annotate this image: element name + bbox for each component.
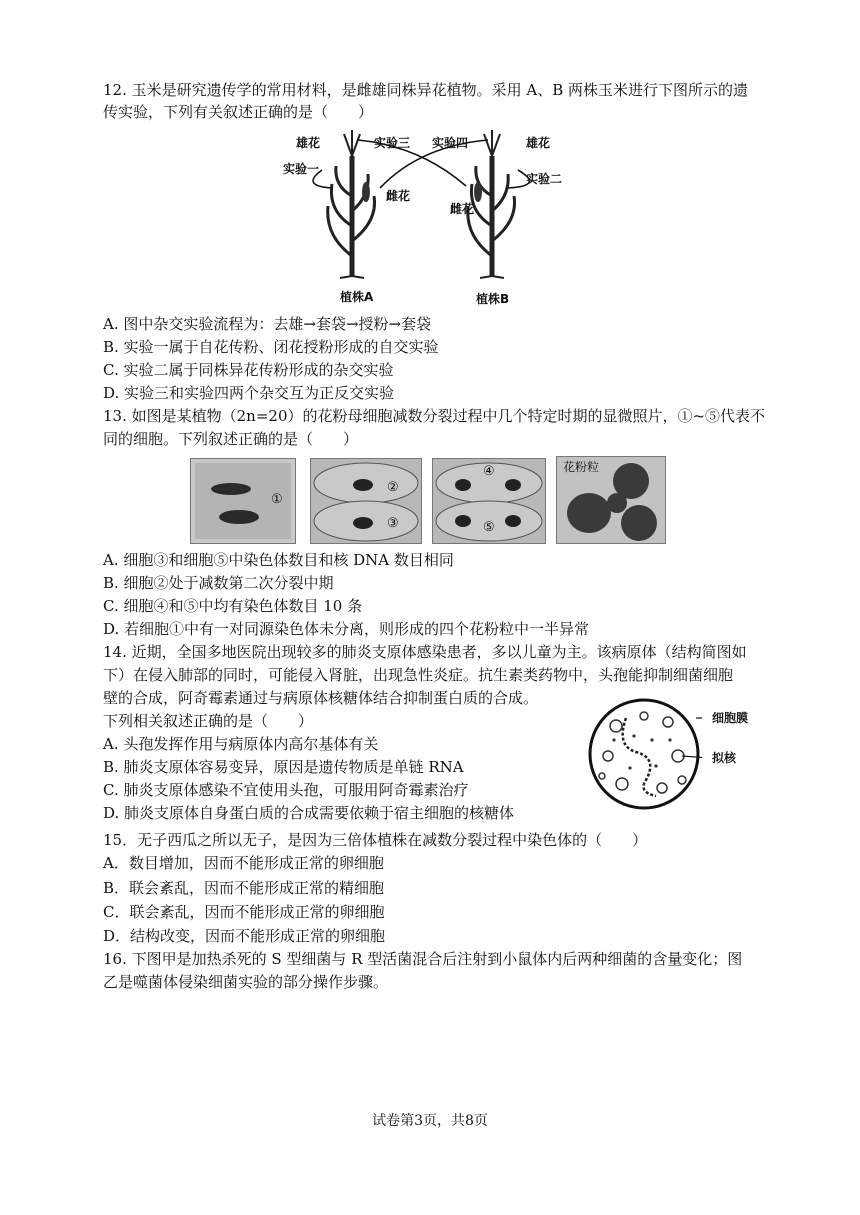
q14-option-b: B. 肺炎支原体容易变异，原因是遗传物质是单链 RNA [103,758,464,776]
micrograph-cells-2-3 [310,458,422,544]
q16-stem-line2: 乙是噬菌体侵染细菌实验的部分操作步骤。 [103,973,389,991]
q13-option-a: A. 细胞③和细胞⑤中染色体数目和核 DNA 数目相同 [103,551,454,569]
q14-stem-line3: 壁的合成，阿奇霉素通过与病原体核糖体结合抑制蛋白质的合成。 [103,689,539,707]
q12-stem-line1: 12. 玉米是研究遗传学的常用材料，是雌雄同株异花植物。采用 A、B 两株玉米进行下图所示的遗 [103,81,749,99]
label-plant-b: 植株B [476,292,510,306]
micrograph-cells-4-5 [432,458,546,544]
mycoplasma-diagram [586,696,702,812]
q13-option-b: B. 细胞②处于减数第二次分裂中期 [103,574,334,592]
label-nucleoid: 拟核 [712,751,737,765]
q12-option-b: B. 实验一属于自花传粉、闭花授粉形成的自交实验 [103,338,439,356]
label-membrane: 细胞膜 [712,711,749,725]
cell-3-label: ③ [387,516,399,531]
page-footer: 试卷第3页，共8页 [372,1113,488,1129]
q16-stem-line1: 16. 下图甲是加热杀死的 S 型细菌与 R 型活菌混合后注射到小鼠体内后两种细菌的含量变化；图 [103,950,743,968]
q15-option-a: A．数目增加，因而不能形成正常的卵细胞 [103,854,384,872]
q14-option-c: C. 肺炎支原体感染不宜使用头孢，可服用阿奇霉素治疗 [103,781,469,799]
q12-option-d: D. 实验三和实验四两个杂交互为正反交实验 [103,384,395,402]
q14-option-d: D. 肺炎支原体自身蛋白质的合成需要依赖于宿主细胞的核糖体 [103,804,515,822]
q15-stem: 15．无子西瓜之所以无子，是因为三倍体植株在减数分裂过程中染色体的（ ） [103,831,648,849]
cell-2-label: ② [387,480,399,495]
label-exp3: 实验三 [374,136,411,150]
cell-4-label: ④ [483,464,495,479]
q14-stem-line4: 下列相关叙述正确的是（ ） [103,712,314,730]
q15-option-d: D．结构改变，因而不能形成正常的卵细胞 [103,927,386,945]
plant-a-icon [328,130,375,278]
q13-option-d: D. 若细胞①中有一对同源染色体未分离，则形成的四个花粉粒中一半异常 [103,620,590,638]
micrograph-pollen [556,456,666,544]
label-female-left: 雌花 [386,189,411,203]
q14-stem-line1: 14. 近期，全国多地医院出现较多的肺炎支原体感染患者，多以儿童为主。该病原体（结构简图如 [103,643,747,661]
micrograph-cell-1 [190,458,296,544]
pollen-label: 花粉粒 [563,460,600,474]
q13-stem-line2: 同的细胞。下列叙述正确的是（ ） [103,430,359,448]
q14-option-a: A. 头孢发挥作用与病原体内高尔基体有关 [103,735,379,753]
q14-stem-line2: 下）在侵入肺部的同时，可能侵入肾脏，出现急性炎症。抗生素类药物中，头孢能抑制细菌细胞 [103,666,734,684]
q12-stem-line2: 传实验，下列有关叙述正确的是（ ） [103,103,374,121]
plant-b-icon [468,130,515,278]
label-exp2: 实验二 [526,172,563,186]
q13-option-c: C. 细胞④和⑤中均有染色体数目 10 条 [103,597,363,615]
q15-option-b: B．联会紊乱，因而不能形成正常的精细胞 [103,879,385,897]
label-male-right: 雄花 [526,136,551,150]
label-exp1: 实验一 [283,162,320,176]
experiment-arrows [313,140,529,188]
q15-option-c: C．联会紊乱，因而不能形成正常的卵细胞 [103,903,385,921]
cell-5-label: ⑤ [483,520,495,535]
label-male-left: 雄花 [296,136,321,150]
label-plant-a: 植株A [340,290,374,304]
label-exp4: 实验四 [432,136,469,150]
cell-1-label: ① [271,492,283,507]
label-female-right: 雌花 [450,202,475,216]
q13-stem-line1: 13. 如图是某植物（2n=20）的花粉母细胞减数分裂过程中几个特定时期的显微照片，①~⑤代表不 [103,407,766,425]
q12-option-a: A. 图中杂交实验流程为：去雄→套袋→授粉→套袋 [103,315,432,333]
q12-option-c: C. 实验二属于同株异花传粉形成的杂交实验 [103,361,394,379]
